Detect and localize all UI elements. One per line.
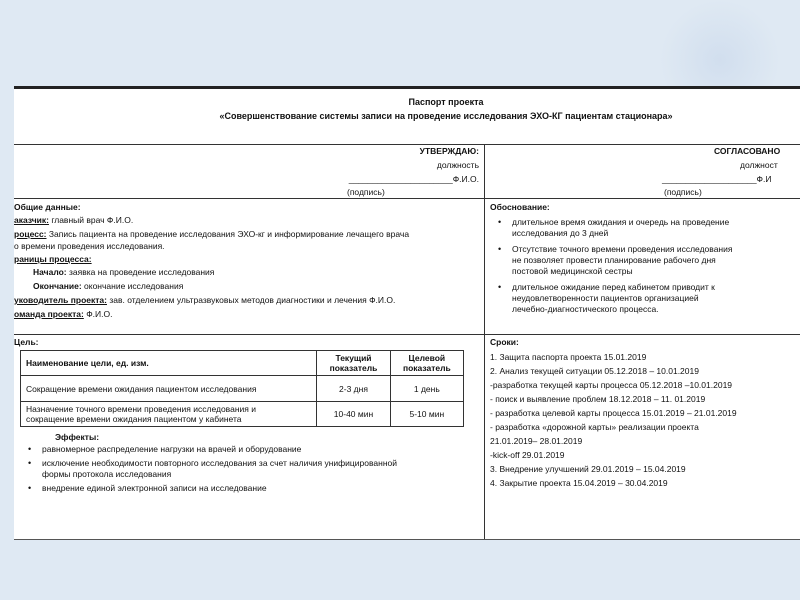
- effect-item: • равномерное распределение нагрузки на врачей и оборудование: [20, 444, 397, 455]
- general-heading: Общие данные:: [14, 202, 81, 212]
- schedule-heading: Сроки:: [490, 337, 519, 347]
- schedule-item: 21.01.2019– 28.01.2019: [490, 436, 583, 446]
- schedule-item: 1. Защита паспорта проекта 15.01.2019: [490, 352, 647, 362]
- goal-current: 2-3 дня: [317, 376, 390, 402]
- approve-signature: (подпись): [347, 187, 385, 197]
- schedule-item: - поиск и выявление проблем 18.12.2018 – 11. 01.2019: [490, 394, 706, 404]
- effect-item: • исключение необходимости повторного исследования за счет наличия унифицированной формы протокола исследования: [20, 458, 397, 480]
- schedule-item: 2. Анализ текущей ситуации 05.12.2018 – 10.01.2019: [490, 366, 699, 376]
- agreed-fio: ____________________Ф.И: [662, 174, 772, 184]
- goals-table: [20, 350, 464, 427]
- team-line: [14, 309, 112, 320]
- goal-name: Назначение точного времени проведения исследования и сокращение времени ожидания пациентом у кабинета: [21, 402, 317, 427]
- document-subtitle: «Совершенствование системы записи на проведение исследования ЭХО-КГ пациентам стационара»: [219, 111, 673, 121]
- start-line: [33, 267, 214, 278]
- schedule-list: [490, 350, 737, 490]
- goal-current: 10-40 мин: [317, 402, 390, 427]
- schedule-item: -kick-off 29.01.2019: [490, 450, 565, 460]
- team-label: оманда проекта:: [14, 309, 84, 319]
- end-line: [33, 281, 183, 292]
- goals-heading: Цель:: [14, 337, 39, 347]
- agreed-title: СОГЛАСОВАНО: [714, 146, 781, 156]
- goal-name: Сокращение времени ожидания пациентом исследования: [21, 376, 317, 402]
- effect-item: • внедрение единой электронной записи на исследование: [20, 483, 397, 494]
- schedule-item: -разработка текущей карты процесса 05.12.2018 –10.01.2019: [490, 380, 733, 390]
- divider-approval: [14, 198, 800, 199]
- goals-col-name: Наименование цели, ед. изм.: [21, 351, 317, 376]
- divider-vertical: [484, 144, 485, 539]
- process-line: [14, 229, 409, 240]
- customer-label: аказчик:: [14, 215, 49, 225]
- start-value: заявка на проведение исследования: [66, 267, 215, 277]
- document-title: Паспорт проекта: [408, 97, 484, 107]
- approve-position: должность: [436, 160, 479, 170]
- effects-list: [20, 444, 397, 494]
- table-row: [21, 376, 464, 402]
- customer-value: главный врач Ф.И.О.: [48, 215, 134, 225]
- process-value: Запись пациента на проведение исследования ЭХО-кг и информирование лечащего врача: [46, 229, 410, 239]
- manager-value: зав. отделением ультразвуковых методов диагностики и лечения Ф.И.О.: [106, 295, 396, 305]
- bounds-label: раницы процесса:: [14, 254, 92, 264]
- goal-target: 5-10 мин: [390, 402, 463, 427]
- divider-header: [14, 144, 800, 145]
- schedule-item: 4. Закрытие проекта 15.04.2019 – 30.04.2019: [490, 478, 668, 488]
- project-passport-sheet: [14, 86, 800, 540]
- schedule-item: 3. Внедрение улучшений 29.01.2019 – 15.04.2019: [490, 464, 686, 474]
- justification-heading: Обоснование:: [490, 202, 550, 212]
- justification-item: • длительное время ожидания и очередь на проведение исследования до 3 дней: [490, 217, 732, 239]
- divider-middle: [14, 334, 800, 335]
- start-label: Начало:: [33, 267, 67, 277]
- goals-col-target: Целевой показатель: [390, 351, 463, 376]
- effects-heading: Эффекты:: [55, 432, 100, 442]
- justification-item: • длительное ожидание перед кабинетом приводит к неудовлетворенности пациентов организацией лечебно-диагностического процесса.: [490, 282, 732, 315]
- end-label: Окончание:: [33, 281, 82, 291]
- manager-label: уководитель проекта:: [14, 295, 107, 305]
- end-value: окончание исследования: [81, 281, 184, 291]
- table-row: [21, 402, 464, 427]
- customer-line: [14, 215, 133, 226]
- agreed-signature: (подпись): [664, 187, 702, 197]
- justification-item: • Отсутствие точного времени проведения исследования не позволяет провести планирование рабочего дня постовой медицинской сестры: [490, 244, 732, 277]
- approve-title: УТВЕРЖДАЮ:: [419, 146, 479, 156]
- schedule-item: - разработка «дорожной карты» реализации проекта: [490, 422, 699, 432]
- agreed-position: должност: [740, 160, 778, 170]
- goals-header-row: [21, 351, 464, 376]
- manager-line: [14, 295, 395, 306]
- goals-col-current: Текущий показатель: [317, 351, 390, 376]
- goal-target: 1 день: [390, 376, 463, 402]
- schedule-item: - разработка целевой карты процесса 15.01.2019 – 21.01.2019: [490, 408, 737, 418]
- team-value: Ф.И.О.: [83, 309, 113, 319]
- justification-list: [490, 217, 732, 315]
- process-label: роцесс:: [14, 229, 47, 239]
- process-line-2: о времени проведения исследования.: [14, 241, 165, 251]
- approve-fio: ______________________Ф.И.О.: [348, 174, 479, 184]
